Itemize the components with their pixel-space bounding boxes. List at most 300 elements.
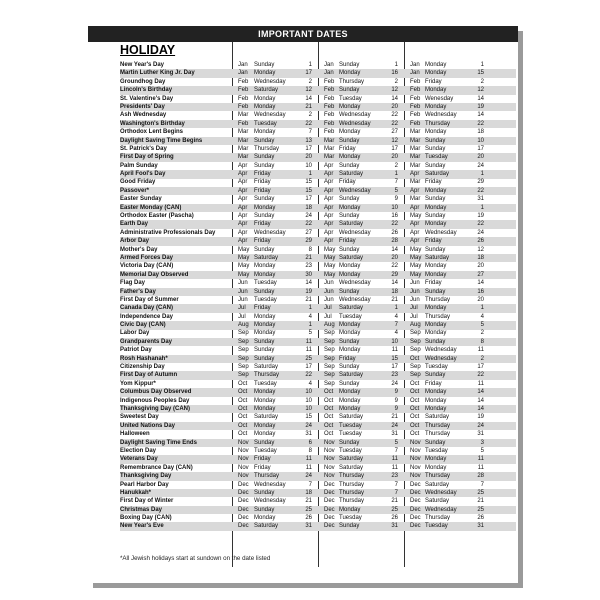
table-row (120, 464, 516, 473)
date-weekday: Monday (254, 313, 276, 320)
holiday-name: Independence Day (120, 313, 174, 320)
date-month: Apr (410, 187, 420, 194)
date-weekday: Wednesday (254, 78, 286, 85)
date-day-number: 21 (305, 296, 312, 303)
date-month: Apr (238, 187, 248, 194)
date-weekday: Friday (339, 238, 356, 245)
date-day-number: 4 (308, 313, 312, 320)
date-weekday: Saturday (254, 254, 279, 261)
table-row (120, 262, 516, 271)
date-weekday: Sunday (254, 439, 275, 446)
date-month: Mar (238, 112, 249, 119)
date-month: Dec (410, 498, 421, 505)
date-weekday: Saturday (425, 254, 450, 261)
date-day-number: 15 (305, 179, 312, 186)
date-day-number: 20 (477, 154, 484, 161)
date-month: Feb (238, 103, 249, 110)
date-day-number: 9 (394, 405, 398, 412)
date-month: Dec (324, 498, 335, 505)
date-weekday: Wednesday (425, 506, 457, 513)
date-month: Apr (410, 204, 420, 211)
date-month: May (410, 246, 422, 253)
date-month: Feb (238, 78, 249, 85)
date-weekday: Tuesday (339, 515, 362, 522)
date-weekday: Thursday (254, 473, 280, 480)
date-weekday: Wednesday (254, 481, 286, 488)
date-month: Dec (410, 481, 421, 488)
date-month: Nov (238, 439, 249, 446)
date-weekday: Saturday (339, 221, 364, 228)
table-row (120, 321, 516, 330)
date-day-number: 14 (305, 95, 312, 102)
date-weekday: Tuesday (339, 431, 362, 438)
holiday-name: Mother's Day (120, 246, 158, 253)
date-day-number: 7 (480, 481, 484, 488)
date-weekday: Thursday (339, 473, 365, 480)
date-month: Mar (238, 145, 249, 152)
date-weekday: Wednesday (339, 120, 371, 127)
date-weekday: Thursday (425, 296, 451, 303)
date-day-number: 31 (391, 431, 398, 438)
date-weekday: Wednesday (254, 498, 286, 505)
holiday-name: Pearl Harbor Day (120, 481, 169, 488)
date-weekday: Sunday (425, 162, 446, 169)
holiday-name: Washington's Birthday (120, 120, 185, 127)
date-month: Apr (324, 187, 334, 194)
date-day-number: 31 (477, 523, 484, 530)
holiday-name: Earth Day (120, 221, 149, 228)
date-month: Jan (324, 70, 334, 77)
date-month: Oct (238, 389, 248, 396)
date-day-number: 20 (391, 154, 398, 161)
table-row (120, 128, 516, 137)
date-month: Nov (238, 456, 249, 463)
date-month: Oct (410, 431, 420, 438)
date-month: May (410, 271, 422, 278)
date-weekday: Tuesday (339, 422, 362, 429)
date-month: Apr (410, 238, 420, 245)
date-weekday: Tuesday (339, 447, 362, 454)
date-weekday: Sunday (425, 246, 446, 253)
date-month: Apr (324, 238, 334, 245)
date-weekday: Saturday (425, 414, 450, 421)
date-month: Sep (238, 347, 249, 354)
date-day-number: 11 (391, 464, 398, 471)
date-month: May (410, 254, 422, 261)
date-weekday: Sunday (339, 196, 360, 203)
date-month: Dec (238, 498, 249, 505)
date-day-number: 20 (477, 263, 484, 270)
holiday-name: First Day of Autumn (120, 372, 178, 379)
date-weekday: Sunday (254, 62, 275, 68)
date-month: Dec (238, 506, 249, 513)
date-weekday: Monday (425, 405, 447, 412)
holiday-name: Flag Day (120, 280, 146, 287)
date-weekday: Wenesday (425, 95, 454, 102)
date-weekday: Monday (339, 405, 361, 412)
date-month: Oct (324, 389, 334, 396)
date-day-number: 1 (394, 62, 398, 68)
date-month: Apr (238, 162, 248, 169)
date-day-number: 19 (477, 414, 484, 421)
date-day-number: 18 (305, 204, 312, 211)
date-month: Nov (324, 447, 335, 454)
date-month: Sep (324, 338, 335, 345)
date-weekday: Monday (425, 397, 447, 404)
holiday-name: St. Valentine's Day (120, 95, 174, 102)
date-month: Mar (410, 137, 421, 144)
holiday-name: Easter Monday (CAN) (120, 204, 182, 211)
date-day-number: 29 (391, 271, 398, 278)
date-weekday: Monday (425, 103, 447, 110)
date-day-number: 7 (394, 447, 398, 454)
holiday-name: Victoria Day (CAN) (120, 263, 174, 270)
date-day-number: 17 (391, 364, 398, 371)
date-weekday: Monday (425, 187, 447, 194)
date-weekday: Thursday (339, 481, 365, 488)
table-row (120, 388, 516, 397)
date-day-number: 14 (391, 95, 398, 102)
table-row (120, 497, 516, 506)
date-month: Aug (324, 322, 335, 329)
date-day-number: 31 (305, 523, 312, 530)
date-day-number: 14 (477, 389, 484, 396)
date-month: Oct (324, 414, 334, 421)
date-weekday: Sunday (339, 137, 360, 144)
date-day-number: 18 (477, 254, 484, 261)
date-month: Apr (324, 196, 334, 203)
date-month: Oct (324, 431, 334, 438)
date-month: Apr (410, 221, 420, 228)
holiday-name: Orthodox Lent Begins (120, 129, 183, 136)
date-day-number: 10 (477, 137, 484, 144)
date-month: Mar (324, 145, 335, 152)
date-weekday: Monday (425, 271, 447, 278)
date-day-number: 19 (305, 288, 312, 295)
date-day-number: 27 (391, 129, 398, 136)
table-row (120, 153, 516, 162)
table-row (120, 371, 516, 380)
date-weekday: Monday (339, 129, 361, 136)
holiday-name: New Year's Day (120, 62, 165, 68)
holiday-name: Thanksgiving Day (120, 473, 172, 480)
table-row (120, 212, 516, 221)
date-month: Oct (410, 355, 420, 362)
date-day-number: 8 (308, 447, 312, 454)
holiday-name: First Day of Summer (120, 296, 179, 303)
date-weekday: Friday (254, 238, 271, 245)
date-day-number: 31 (477, 431, 484, 438)
date-day-number: 10 (305, 162, 312, 169)
date-day-number: 21 (391, 414, 398, 421)
date-weekday: Wednesday (339, 187, 371, 194)
holiday-name: Passover* (120, 187, 150, 194)
date-day-number: 14 (477, 112, 484, 119)
date-weekday: Sunday (425, 288, 446, 295)
date-day-number: 10 (305, 397, 312, 404)
date-weekday: Monday (339, 330, 361, 337)
date-day-number: 5 (480, 322, 484, 329)
date-day-number: 2 (480, 355, 484, 362)
table-row (120, 170, 516, 179)
holiday-name: United Nations Day (120, 422, 176, 429)
date-month: Mar (324, 154, 335, 161)
date-day-number: 22 (391, 263, 398, 270)
date-month: Oct (324, 405, 334, 412)
date-weekday: Saturday (254, 523, 279, 530)
table-row (120, 145, 516, 154)
holiday-name: Civic Day (CAN) (120, 322, 166, 329)
date-weekday: Sunday (254, 355, 275, 362)
date-day-number: 10 (391, 338, 398, 345)
date-weekday: Sunday (254, 162, 275, 169)
date-weekday: Monday (254, 103, 276, 110)
date-weekday: Saturday (254, 364, 279, 371)
date-month: Dec (324, 489, 335, 496)
date-weekday: Saturday (254, 87, 279, 94)
date-day-number: 12 (391, 137, 398, 144)
section-title: HOLIDAY (120, 43, 176, 57)
date-day-number: 9 (394, 389, 398, 396)
holiday-name: Labor Day (120, 330, 150, 337)
date-weekday: Saturday (425, 481, 450, 488)
date-day-number: 10 (305, 389, 312, 396)
date-day-number: 11 (477, 380, 484, 387)
date-day-number: 17 (305, 145, 312, 152)
date-day-number: 8 (480, 338, 484, 345)
holiday-name: April Fool's Day (120, 171, 166, 178)
date-day-number: 22 (305, 372, 312, 379)
date-month: Apr (238, 221, 248, 228)
date-weekday: Tuesday (254, 296, 277, 303)
date-weekday: Sunday (254, 137, 275, 144)
table-row (120, 254, 516, 263)
date-day-number: 10 (305, 405, 312, 412)
table-row (120, 363, 516, 372)
holiday-name: Martin Luther King Jr. Day (120, 70, 195, 77)
date-month: Mar (410, 179, 421, 186)
date-weekday: Friday (254, 305, 271, 312)
date-month: Jul (410, 313, 418, 320)
date-month: Sep (324, 364, 335, 371)
date-weekday: Friday (339, 145, 356, 152)
date-day-number: 17 (305, 364, 312, 371)
date-day-number: 10 (391, 204, 398, 211)
date-month: Feb (238, 95, 249, 102)
date-day-number: 11 (477, 456, 484, 463)
date-day-number: 14 (477, 95, 484, 102)
holiday-name: Orthodox Easter (Pascha) (120, 213, 194, 220)
date-day-number: 14 (477, 405, 484, 412)
date-day-number: 12 (477, 246, 484, 253)
date-day-number: 18 (477, 129, 484, 136)
date-month: Apr (324, 221, 334, 228)
date-day-number: 2 (480, 330, 484, 337)
date-weekday: Thursday (425, 313, 451, 320)
date-month: Feb (324, 112, 335, 119)
date-weekday: Monday (254, 95, 276, 102)
date-weekday: Monday (254, 515, 276, 522)
holiday-name: Patriot Day (120, 347, 152, 354)
table-row (120, 271, 516, 280)
date-month: May (410, 213, 422, 220)
date-day-number: 2 (308, 112, 312, 119)
date-day-number: 26 (391, 229, 398, 236)
date-weekday: Sunday (425, 145, 446, 152)
date-day-number: 8 (308, 246, 312, 253)
date-weekday: Friday (254, 187, 271, 194)
date-month: Feb (238, 87, 249, 94)
date-weekday: Monday (339, 397, 361, 404)
date-weekday: Thursday (425, 515, 451, 522)
date-month: Sep (324, 330, 335, 337)
date-weekday: Thursday (339, 78, 365, 85)
date-month: Oct (410, 397, 420, 404)
holiday-name: Grandparents Day (120, 338, 173, 345)
date-month: Oct (410, 414, 420, 421)
date-month: Mar (238, 154, 249, 161)
table-row (120, 103, 516, 112)
date-weekday: Monday (254, 70, 276, 77)
date-day-number: 25 (391, 506, 398, 513)
date-weekday: Wednesday (339, 280, 371, 287)
date-month: Jun (324, 296, 334, 303)
date-month: Oct (238, 405, 248, 412)
date-day-number: 20 (391, 254, 398, 261)
date-day-number: 25 (477, 506, 484, 513)
date-day-number: 7 (308, 129, 312, 136)
date-day-number: 14 (391, 280, 398, 287)
date-day-number: 21 (305, 254, 312, 261)
date-day-number: 29 (477, 179, 484, 186)
date-weekday: Friday (425, 78, 442, 85)
date-day-number: 5 (394, 187, 398, 194)
holiday-name: Ash Wednesday (120, 112, 167, 119)
date-day-number: 22 (305, 120, 312, 127)
date-weekday: Sunday (339, 288, 360, 295)
date-weekday: Sunday (339, 213, 360, 220)
date-month: Dec (410, 523, 421, 530)
date-weekday: Monday (425, 263, 447, 270)
table-row (120, 246, 516, 255)
date-month: Feb (410, 95, 421, 102)
date-month: Feb (410, 112, 421, 119)
date-month: Mar (410, 154, 421, 161)
date-day-number: 22 (477, 120, 484, 127)
date-weekday: Sunday (254, 213, 275, 220)
date-month: Feb (324, 95, 335, 102)
date-month: Nov (238, 464, 249, 471)
date-day-number: 1 (308, 62, 312, 68)
table-row (120, 78, 516, 87)
date-day-number: 23 (305, 263, 312, 270)
date-month: Apr (238, 229, 248, 236)
date-month: Feb (238, 120, 249, 127)
date-weekday: Friday (254, 464, 271, 471)
date-day-number: 9 (394, 397, 398, 404)
date-weekday: Sunday (425, 137, 446, 144)
date-month: Oct (410, 422, 420, 429)
date-day-number: 4 (394, 330, 398, 337)
date-weekday: Wednesday (425, 229, 457, 236)
date-day-number: 14 (477, 280, 484, 287)
holiday-name: Palm Sunday (120, 162, 158, 169)
holiday-name: Christmas Day (120, 506, 163, 513)
date-month: Dec (410, 515, 421, 522)
date-month: May (238, 271, 250, 278)
date-weekday: Sunday (254, 338, 275, 345)
date-weekday: Sunday (254, 506, 275, 513)
date-weekday: Saturday (339, 171, 364, 178)
table-row (120, 162, 516, 171)
table-row (120, 229, 516, 238)
date-month: Jun (324, 280, 334, 287)
date-day-number: 28 (391, 238, 398, 245)
date-weekday: Friday (254, 456, 271, 463)
date-weekday: Tuesday (254, 280, 277, 287)
date-weekday: Sunday (339, 523, 360, 530)
holiday-name: Memorial Day Observed (120, 271, 189, 278)
table-row (120, 338, 516, 347)
date-day-number: 17 (477, 145, 484, 152)
date-month: Oct (238, 422, 248, 429)
date-weekday: Saturday (339, 372, 364, 379)
date-month: Oct (238, 397, 248, 404)
date-month: Oct (238, 431, 248, 438)
date-weekday: Sunday (254, 154, 275, 161)
date-month: Sep (238, 338, 249, 345)
date-day-number: 11 (305, 338, 312, 345)
date-weekday: Monday (425, 305, 447, 312)
date-weekday: Monday (254, 204, 276, 211)
date-month: Jul (324, 313, 332, 320)
date-weekday: Sunday (254, 196, 275, 203)
date-month: Feb (410, 120, 421, 127)
date-day-number: 3 (480, 439, 484, 446)
date-weekday: Thursday (425, 431, 451, 438)
date-month: Nov (238, 447, 249, 454)
date-weekday: Monday (425, 221, 447, 228)
date-month: Aug (238, 322, 249, 329)
date-weekday: Saturday (425, 498, 450, 505)
date-weekday: Sunday (254, 489, 275, 496)
table-row (120, 430, 516, 439)
table-row (120, 296, 516, 305)
table-row (120, 447, 516, 456)
table-row (120, 439, 516, 448)
date-month: Jun (238, 288, 248, 295)
footnote: *All Jewish holidays start at sundown on the date listed (120, 555, 271, 562)
date-month: Apr (238, 171, 248, 178)
date-month: May (238, 254, 250, 261)
date-month: May (238, 263, 250, 270)
date-day-number: 20 (305, 154, 312, 161)
table-row (120, 61, 516, 70)
date-weekday: Sunday (339, 162, 360, 169)
date-weekday: Sunday (339, 87, 360, 94)
date-month: Jul (238, 305, 246, 312)
date-month: Feb (410, 103, 421, 110)
date-day-number: 1 (480, 62, 484, 68)
date-day-number: 1 (480, 305, 484, 312)
date-month: Jan (410, 62, 420, 68)
date-month: Sep (238, 372, 249, 379)
date-month: Apr (238, 196, 248, 203)
table-row (120, 405, 516, 414)
date-month: Dec (410, 506, 421, 513)
date-weekday: Saturday (339, 464, 364, 471)
date-day-number: 25 (305, 506, 312, 513)
